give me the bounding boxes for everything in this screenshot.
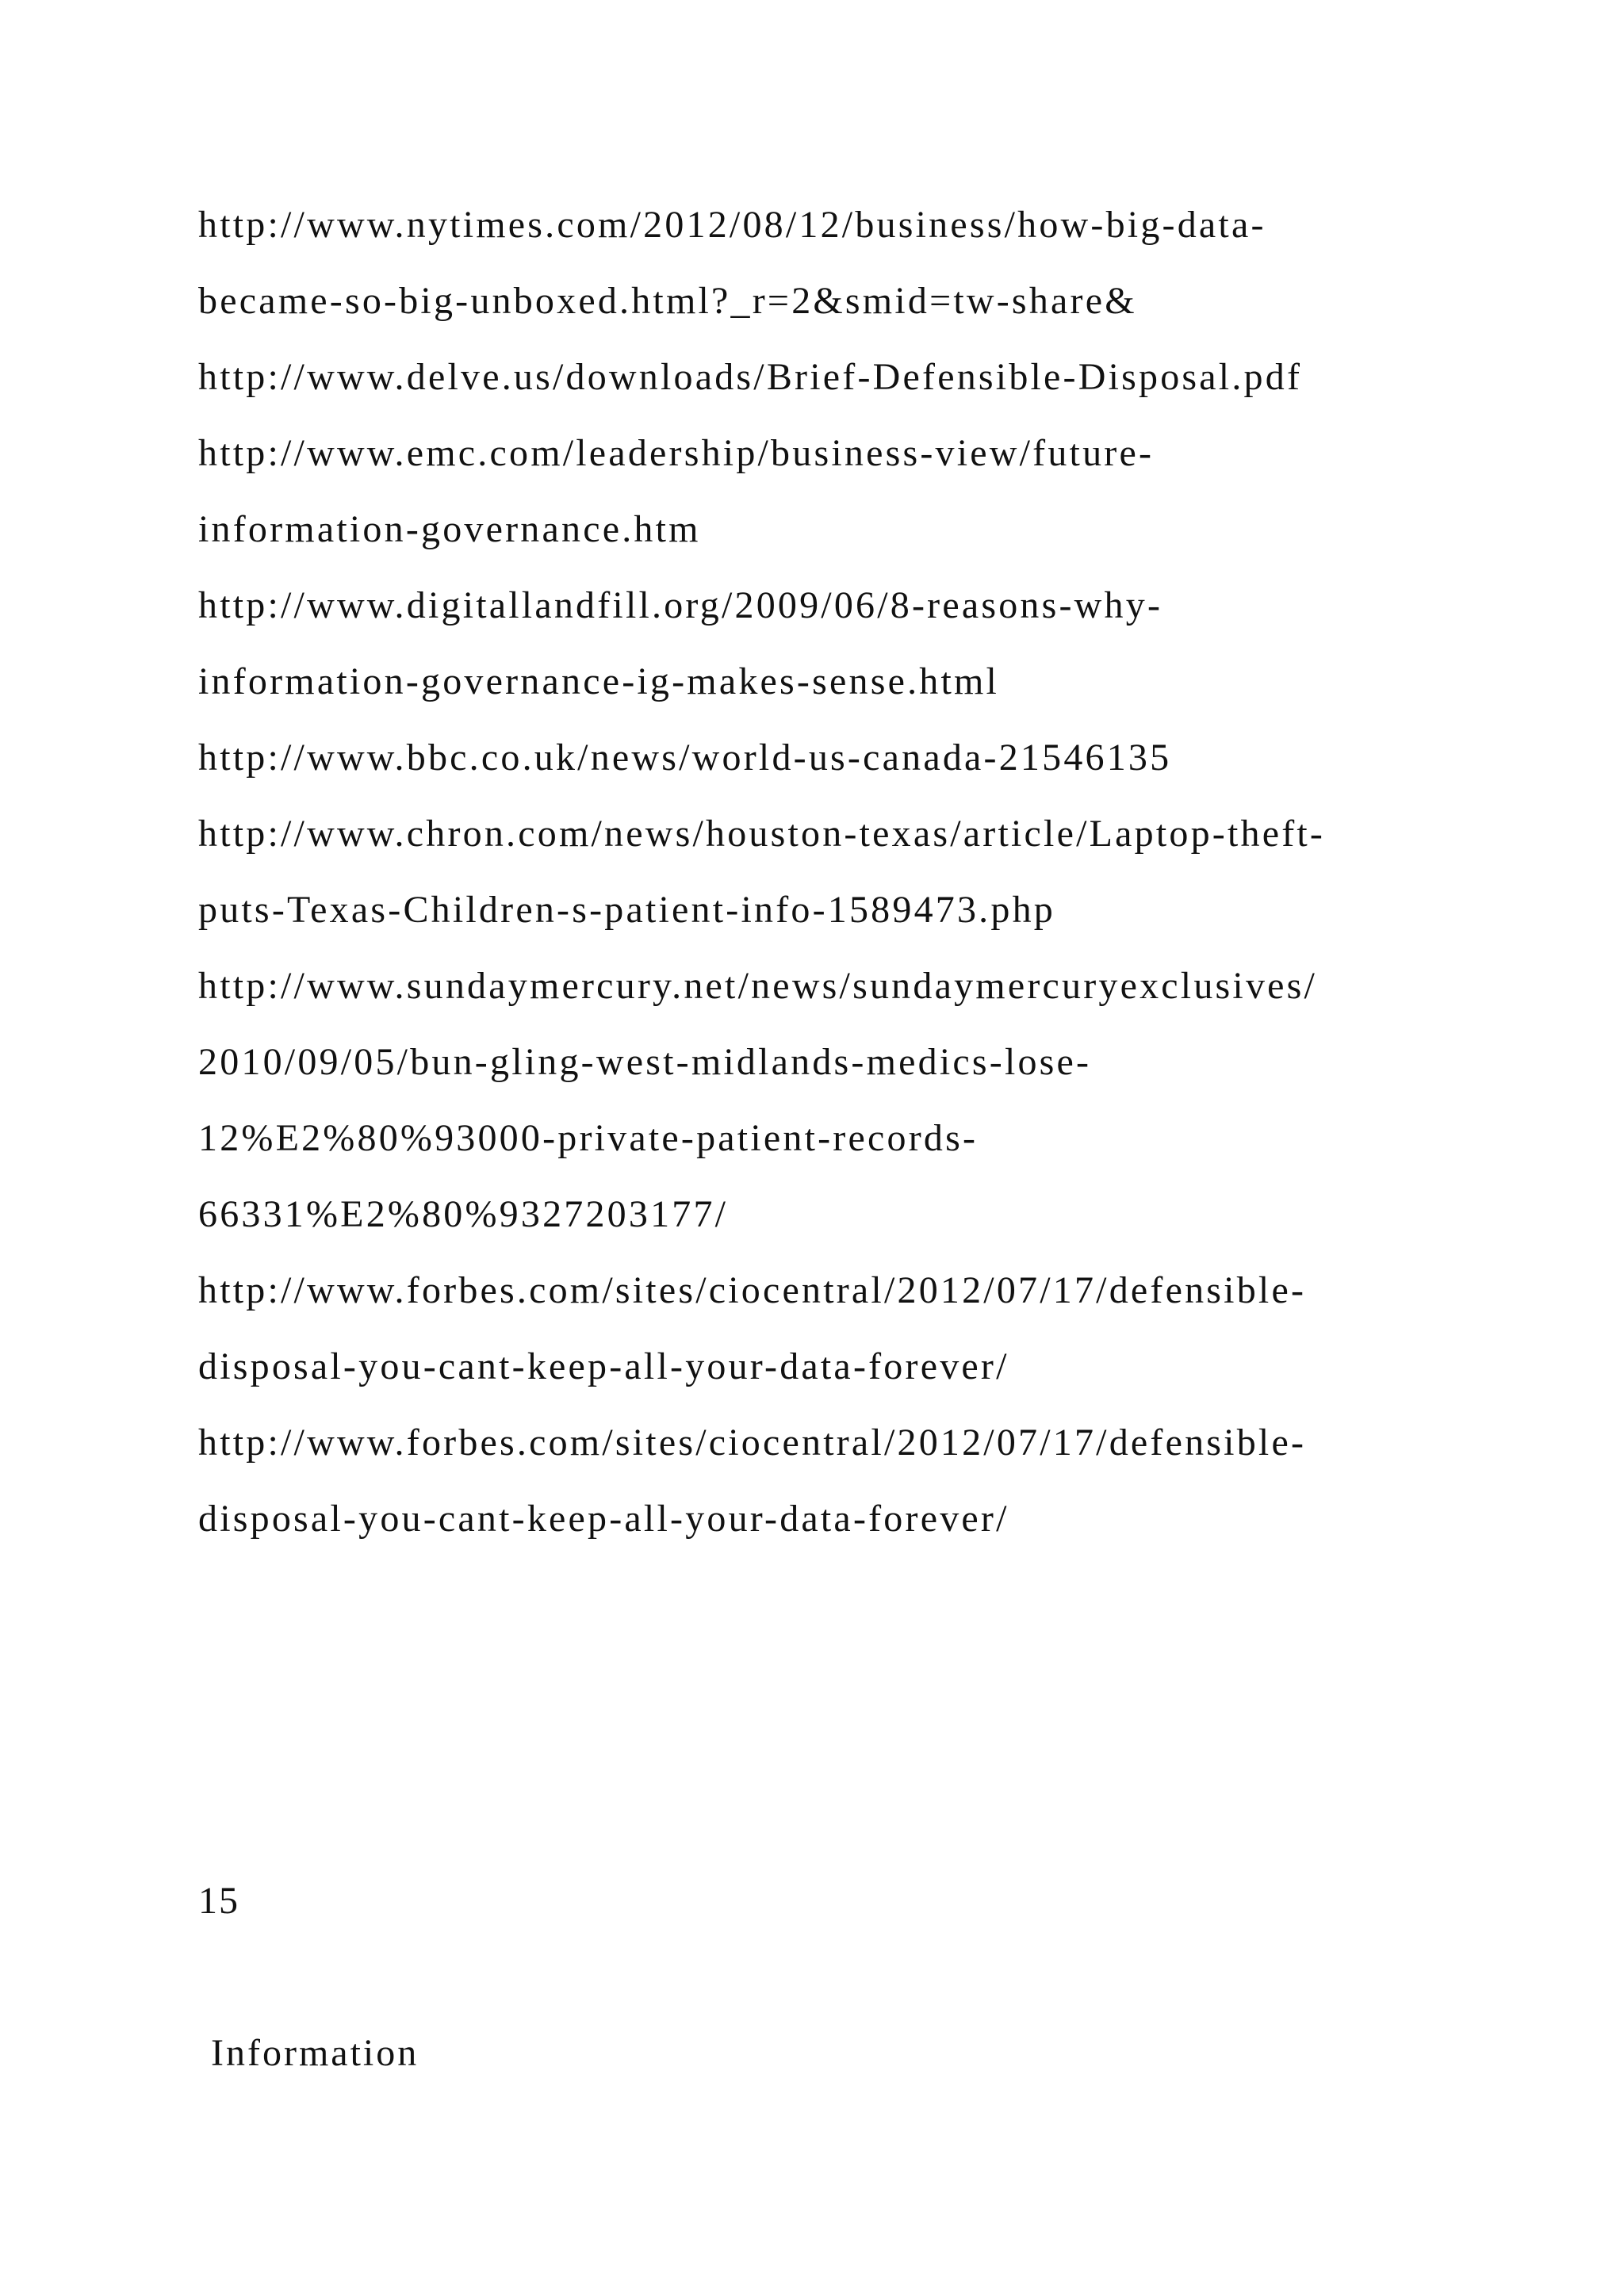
footer-label: Information (211, 2032, 419, 2074)
reference-line: information-governance.htm (198, 508, 701, 550)
reference-line: disposal-you-cant-keep-all-your-data-forever/ (198, 1345, 1009, 1387)
reference-line: http://www.digitallandfill.org/2009/06/8-reasons-why- (198, 584, 1163, 626)
reference-line: http://www.delve.us/downloads/Brief-Defensible-Disposal.pdf (198, 356, 1303, 398)
reference-line: http://www.bbc.co.uk/news/world-us-canada-21546135 (198, 737, 1172, 779)
reference-line: http://www.sundaymercury.net/news/sundaymercuryexclusives/ (198, 965, 1318, 1007)
page-number: 15 (198, 1880, 239, 1922)
reference-line: 12%E2%80%93000-private-patient-records- (198, 1117, 979, 1159)
reference-line: disposal-you-cant-keep-all-your-data-forever/ (198, 1498, 1009, 1540)
reference-line: became-so-big-unboxed.html?_r=2&smid=tw-share& (198, 280, 1137, 322)
reference-line: 66331%E2%80%9327203177/ (198, 1193, 729, 1235)
reference-line: 2010/09/05/bun-gling-west-midlands-medics-lose- (198, 1041, 1092, 1083)
reference-line: http://www.emc.com/leadership/business-view/future- (198, 432, 1155, 474)
reference-line: http://www.chron.com/news/houston-texas/article/Laptop-theft- (198, 813, 1326, 855)
reference-line: http://www.forbes.com/sites/ciocentral/2012/07/17/defensible- (198, 1422, 1307, 1464)
reference-line: http://www.nytimes.com/2012/08/12/business/how-big-data- (198, 204, 1266, 246)
reference-line: puts-Texas-Children-s-patient-info-1589473.php (198, 889, 1055, 931)
reference-line: information-governance-ig-makes-sense.html (198, 660, 1000, 702)
reference-line: http://www.forbes.com/sites/ciocentral/2012/07/17/defensible- (198, 1269, 1307, 1311)
